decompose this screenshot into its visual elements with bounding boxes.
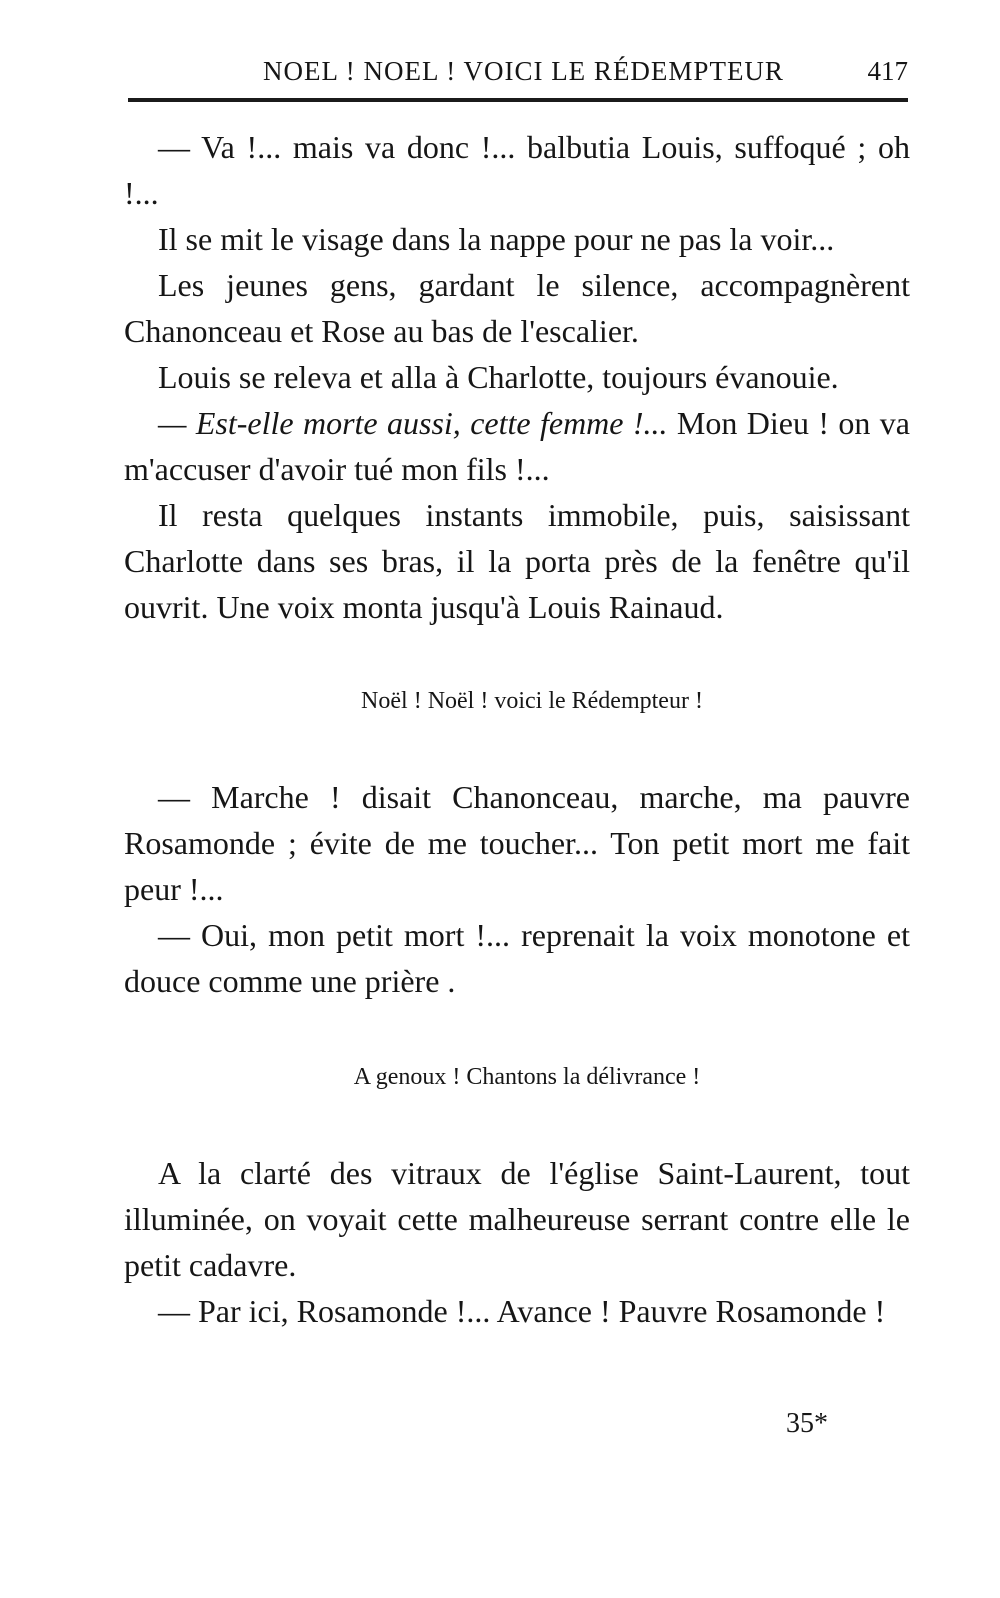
song-verse-2: A genoux ! Chantons la délivrance ! bbox=[353, 1064, 701, 1090]
paragraph-2: Il se mit le visage dans la nappe pour ne pas la voir... bbox=[158, 221, 835, 257]
song-verse-1: Noël ! Noël ! voici le Rédempteur ! bbox=[361, 688, 703, 714]
running-head bbox=[128, 52, 910, 92]
paragraph-3: Les jeunes gens, gardant le silence, accompagnèrent Chanonceau et Rose au bas de l'escalier. bbox=[124, 267, 910, 349]
paragraph-8: — Oui, mon petit mort !... reprenait la voix monotone et douce comme une prière . bbox=[124, 917, 910, 999]
running-title: NOEL ! NOEL ! VOICI LE RÉDEMPTEUR bbox=[263, 56, 784, 86]
paragraph-7: — Marche ! disait Chanonceau, marche, ma pauvre Rosamonde ; évite de me toucher... Ton petit mort me fait peur !... bbox=[124, 779, 910, 907]
paragraph-4: Louis se releva et alla à Charlotte, toujours évanouie. bbox=[158, 359, 839, 395]
paragraph-10: — Par ici, Rosamonde !... Avance ! Pauvre Rosamonde ! bbox=[158, 1293, 886, 1329]
body-text bbox=[124, 124, 910, 1334]
paragraph-1: — Va !... mais va donc !... balbutia Louis, suffoqué ; oh !... bbox=[124, 129, 910, 211]
signature-mark: 35* bbox=[786, 1408, 828, 1439]
page-number: 417 bbox=[867, 56, 908, 86]
paragraph-5 bbox=[124, 400, 910, 492]
header-rule bbox=[128, 98, 908, 102]
paragraph-5-rest: Mon Dieu ! on va m'accuser d'avoir tué mon fils !... bbox=[124, 405, 911, 487]
paragraph-5-italic: — Est-elle morte aussi, cette femme !... bbox=[158, 405, 668, 441]
paragraph-9: A la clarté des vitraux de l'église Saint-Laurent, tout illuminée, on voyait cette malheureuse serrant contre elle le petit cadavre. bbox=[124, 1155, 910, 1283]
paragraph-6: Il resta quelques instants immobile, puis, saisissant Charlotte dans ses bras, il la porta près de la fenêtre qu'il ouvrit. Une voix monta jusqu'à Louis Rainaud. bbox=[124, 497, 910, 625]
